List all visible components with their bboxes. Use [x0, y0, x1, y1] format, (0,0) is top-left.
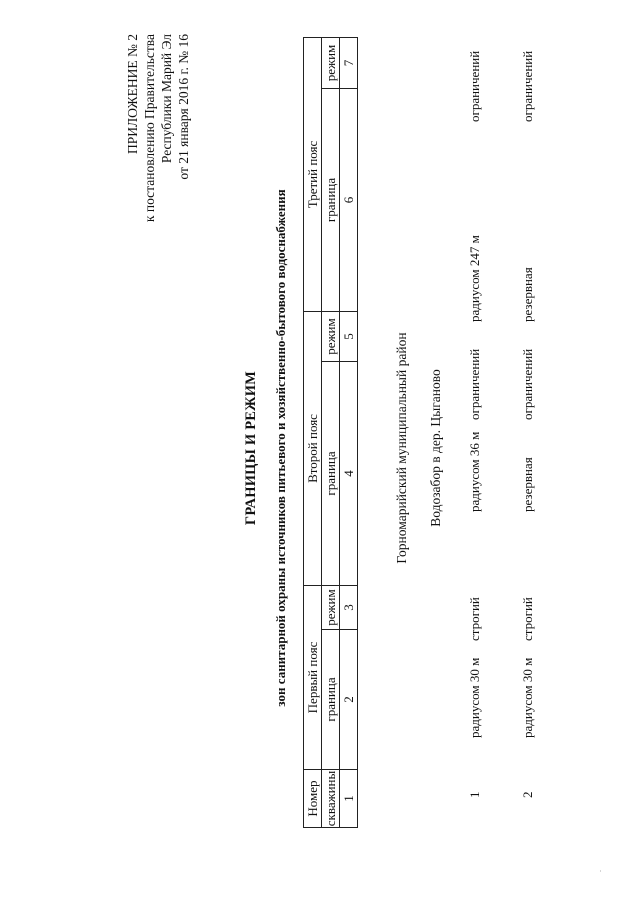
column-number: 4	[340, 361, 358, 585]
column-number: 5	[340, 311, 358, 361]
column-number: 3	[340, 585, 358, 629]
district-heading: Горномарийский муниципальный район	[394, 332, 409, 564]
rotated-document	[22, 18, 622, 878]
header-well-number: Номер	[304, 770, 322, 828]
well-number: 2	[520, 791, 535, 798]
column-number: 6	[340, 88, 358, 311]
zones-table-header	[303, 37, 358, 828]
appendix-date: от 21 января 2016 г. № 16	[176, 34, 191, 180]
zone-1-boundary: радиусом 30 м	[467, 657, 482, 738]
table-row	[467, 18, 485, 878]
header-zone-1-regime: режим	[322, 585, 340, 629]
appendix-authority: Республики Марий Эл	[159, 34, 174, 164]
column-number: 1	[340, 770, 358, 828]
header-zone-2-boundary: граница	[322, 361, 340, 585]
margin-mark: .	[594, 870, 603, 872]
zone-3-boundary: радиусом 247 м	[467, 235, 482, 322]
appendix-reference: к постановлению Правительства	[142, 34, 157, 223]
zone-2-regime: ограничений	[467, 348, 482, 420]
zone-2-boundary: радиусом 36 м	[467, 431, 482, 512]
zone-3-regime: ограничений	[520, 50, 535, 122]
column-number: 7	[340, 37, 358, 88]
header-zone-3: Третий пояс	[304, 37, 322, 311]
appendix-block	[124, 34, 192, 374]
well-number: 1	[467, 791, 482, 798]
table-row	[520, 18, 538, 878]
zone-2-boundary: резервная	[520, 457, 535, 512]
header-well-label: скважины	[323, 770, 338, 827]
header-zone-3-regime: режим	[322, 37, 340, 88]
document-title: ГРАНИЦЫ И РЕЖИМ	[243, 370, 259, 526]
zone-3-boundary: резервная	[520, 267, 535, 322]
zone-2-regime: ограничений	[520, 348, 535, 420]
document-subtitle: зон санитарной охраны источников питьевого и хозяйственно-бытового водоснабжения	[273, 189, 288, 707]
zone-1-regime: строгий	[467, 597, 482, 641]
header-zone-3-boundary: граница	[322, 88, 340, 311]
zone-1-boundary: радиусом 30 м	[520, 657, 535, 738]
header-zone-2-regime: режим	[322, 311, 340, 361]
appendix-number: ПРИЛОЖЕНИЕ № 2	[125, 34, 140, 155]
zone-1-regime: строгий	[520, 597, 535, 641]
zone-3-regime: ограничений	[467, 50, 482, 122]
column-number: 2	[340, 630, 358, 770]
header-zone-1-boundary: граница	[322, 630, 340, 770]
header-zone-2: Второй пояс	[304, 311, 322, 585]
header-zone-1: Первый пояс	[304, 585, 322, 769]
intake-heading: Водозабор в дер. Цыганово	[428, 369, 443, 527]
